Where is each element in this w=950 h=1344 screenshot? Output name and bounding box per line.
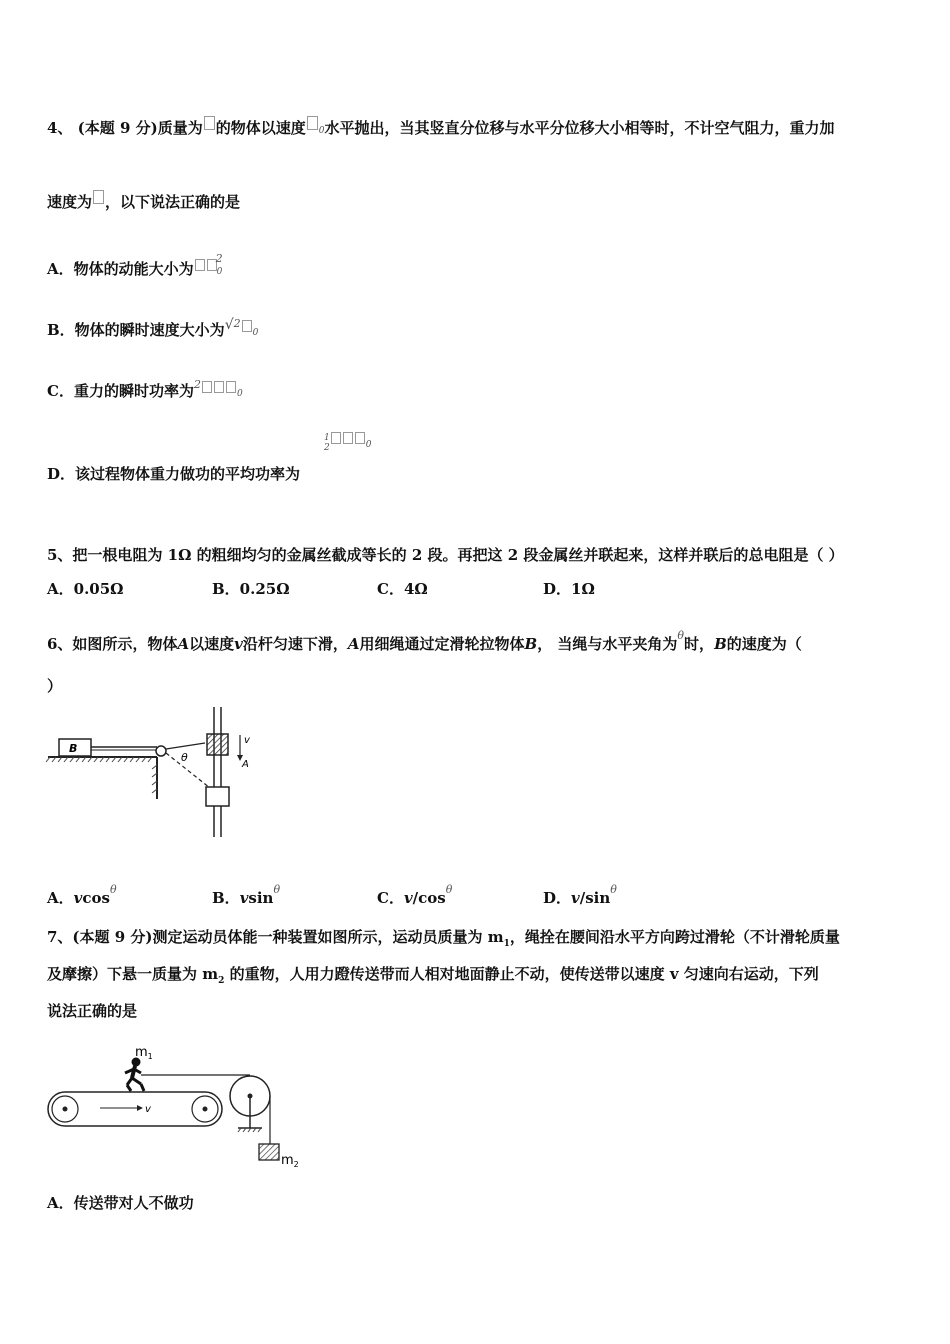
q4-stem-line1: 4、 (本题 9 分)质量为 的物体以速度 0水平抛出，当其竖直分位移与水平分位移大小相等时，不计空气阻力，重力加 [47, 116, 835, 141]
q5-option-d[interactable]: D．1Ω [543, 580, 595, 598]
q4-option-d-math: 1 2 0 [324, 433, 372, 453]
theta-label: θ [181, 751, 188, 764]
q7-stem-line1: 7、(本题 9 分)测定运动员体能一种装置如图所示，运动员质量为 $m_1$，绳拴在腰间沿水平方向跨过滑轮（不计滑轮质量 [47, 928, 840, 949]
one-half-fraction: 1 2 [324, 433, 330, 453]
q7-stem-line3: 说法正确的是 [47, 1002, 138, 1020]
q4-option-c[interactable]: C．重力的瞬时功率为$^2$0 [47, 378, 243, 400]
q6-option-a[interactable]: A．vcos$^\theta$ [47, 883, 117, 907]
right-roller-axle [203, 1107, 208, 1112]
q6-stem-line2: ） [47, 677, 63, 695]
rope-to-a [166, 743, 205, 749]
q4-option-a[interactable]: A．物体的动能大小为$^2$0 [47, 252, 223, 278]
mass-placeholder-symbol [204, 116, 215, 130]
q7-stem-line2: 及摩擦）下悬一质量为 $m_2$ 的重物，人用力蹬传送带而人相对地面静止不动，使传送带以速度 v 匀速向右运动，下列 [47, 965, 819, 986]
m2-label: $m_2$ [281, 1153, 299, 1169]
pulley-axle [248, 1094, 253, 1099]
q5-option-c[interactable]: C．4Ω [377, 580, 428, 598]
velocity-placeholder-symbol [307, 116, 318, 130]
q4-option-d[interactable]: D．该过程物体重力做功的平均功率为 [47, 465, 301, 483]
gravity-placeholder-symbol [93, 190, 104, 204]
belt-velocity-label: v [145, 1104, 151, 1115]
pulley [156, 746, 166, 756]
q5-option-b[interactable]: B．0.25Ω [212, 580, 290, 598]
sqrt-icon: √ [224, 317, 234, 333]
block-a [207, 734, 228, 755]
q6-stem-line1: 6、如图所示，物体A以速度v沿杆匀速下滑，A用细绳通过定滑轮拉物体B， 当绳与水平夹角为$^\theta$时，B的速度为（ [47, 629, 802, 653]
belt-velocity-arrowhead-icon [137, 1105, 143, 1111]
q7-option-a[interactable]: A．传送带对人不做功 [47, 1194, 194, 1212]
q4-stem-line2: 速度为 ，以下说法正确的是 [47, 190, 240, 212]
dashed-rope [166, 753, 210, 788]
q6-option-d[interactable]: D．$v/\sin^\theta$ [543, 883, 617, 907]
q5-option-a[interactable]: A．0.05Ω [47, 580, 124, 598]
block-b-label: B [69, 742, 78, 755]
block-a-label: A [242, 759, 249, 770]
q6-pulley-figure [45, 703, 275, 843]
q6-option-c[interactable]: C．$v/\cos^\theta$ [377, 883, 453, 907]
q7-treadmill-figure [45, 1040, 305, 1175]
q5-stem: 5、把一根电阻为 1Ω 的粗细均匀的金属丝截成等长的 2 段。再把这 2 段金属丝并联起来，这样并联后的总电阻是（ ） [47, 546, 844, 564]
q4-option-b[interactable]: B．物体的瞬时速度大小为√$^2$0 [47, 317, 259, 339]
velocity-label: v [244, 735, 250, 746]
m1-label: $m_1$ [135, 1045, 153, 1061]
weight-m2 [259, 1144, 279, 1160]
q6-option-b[interactable]: B．vsin$^\theta$ [212, 883, 281, 907]
block-a-later-position [206, 787, 229, 806]
left-roller-axle [63, 1107, 68, 1112]
